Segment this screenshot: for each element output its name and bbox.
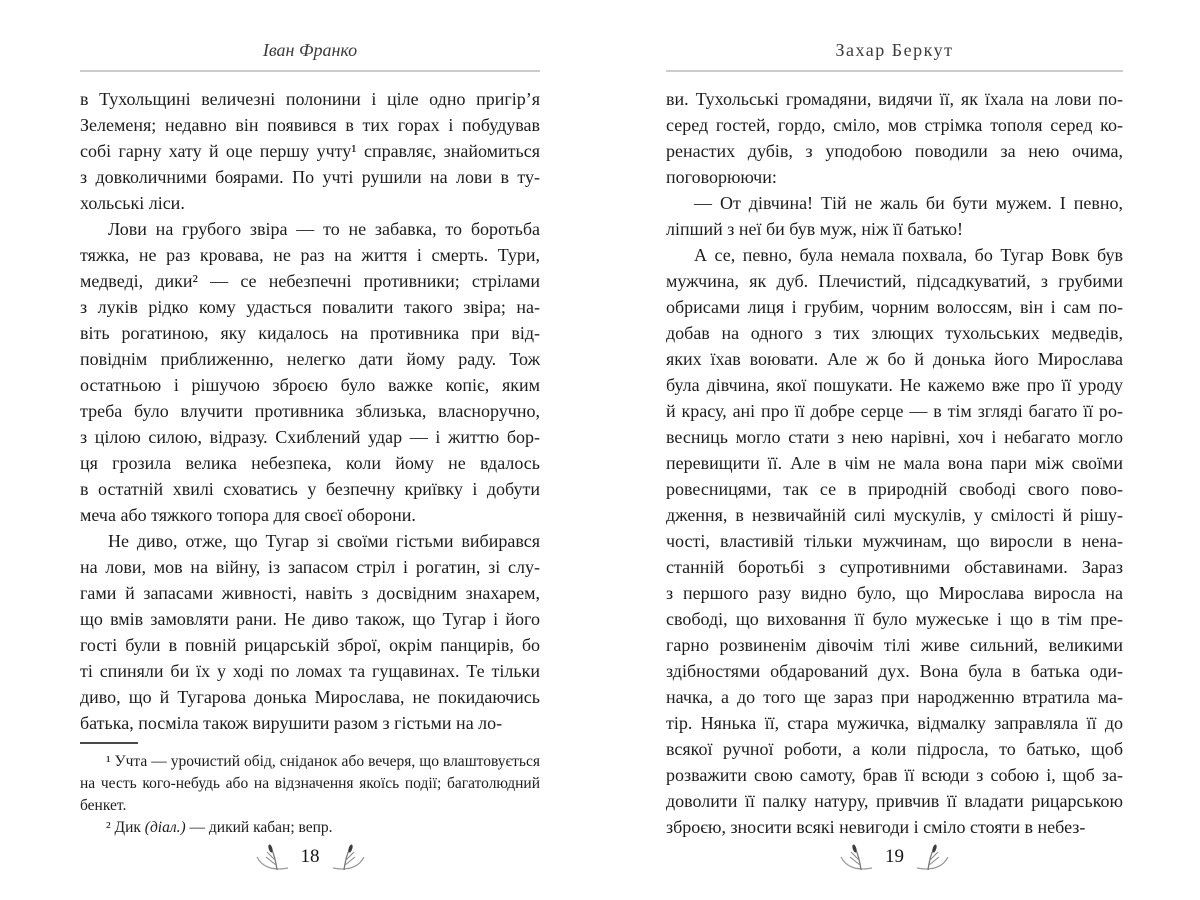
- text-line: була дівчина, якої пошукати. Не кажемо вже про її уроду: [666, 375, 1123, 395]
- text-line: з довколичними боярами. По учті рушили на лови в ту-: [80, 167, 540, 187]
- text-line: Зелеменя; недавно він появився в тих горах і побудував: [80, 115, 540, 135]
- text-line: з цілою силою, відразу. Схиблений удар — і життю бор-: [80, 427, 540, 447]
- text-line: серед гостей, гордо, сміло, мов стрімка тополя серед ко-: [666, 115, 1123, 135]
- text-line: розважити свою самоту, брав її всюди з собою і, щоб за-: [666, 765, 1123, 785]
- text-line: обрисами лиця і грубим, чорним волоссям, він і сам по-: [666, 297, 1123, 317]
- footnote-separator-rule: [80, 742, 138, 744]
- text-line: станній боротьбі з супротивними обставинами. Зараз: [666, 557, 1123, 577]
- header-rule: [666, 70, 1123, 72]
- text-line: на честь кого-небудь або на відзначення якоїсь події; багатолюдний: [80, 775, 540, 792]
- text-line: з луків рідко кому удасться повалити такого звіра; на-: [80, 297, 540, 317]
- page-number: 18: [300, 846, 320, 867]
- text-line: треба було влучити противника зблизька, власноручно,: [80, 401, 540, 421]
- text-line: остатньою і рішучою зброєю було важке копіє, яким: [80, 375, 540, 395]
- text-line: в Тухольщині величезні полонини і ціле одно пригір’я: [80, 89, 540, 109]
- page-right: [666, 0, 1123, 900]
- text-line: й красу, ані про її добре серце — в тім згляді багато її ро-: [666, 401, 1123, 421]
- text-line: гами й запасами живності, навіть з досвідним знахарем,: [80, 583, 540, 603]
- text-line: на лови, мов на війну, із запасом стріл і рогатин, зі слу-: [80, 557, 540, 577]
- text-line: дження, в незвичайній силі мускулів, у смілості й рішу-: [666, 505, 1123, 525]
- page-body-text: [80, 86, 540, 736]
- footnote-2-marker-text: ² Дик: [106, 819, 145, 836]
- text-line: віть рогатиною, яку кидалось на противника при від-: [80, 323, 540, 343]
- text-line: всякої ручної роботи, а коли підросла, то батько, щоб: [666, 739, 1123, 759]
- text-line: свободі, що виховання її було мужеське і що в тім пре-: [666, 609, 1123, 629]
- laurel-sprig-left-icon: [839, 844, 875, 874]
- text-line: мужчина, як дуб. Плечистий, підсадкуватий, з грубими: [666, 271, 1123, 291]
- text-line: тір. Нянька її, стара мужичка, відмалку заправляла її до: [666, 713, 1123, 733]
- text-line: що вмів замовляти рани. Не диво також, що Тугар і його: [80, 609, 540, 629]
- text-line: ті спиняли би їх у ході по ломах та гущавинах. Те тільки: [80, 661, 540, 681]
- text-line: Лови на грубого звіра — то не забавка, то боротьба: [108, 219, 540, 239]
- text-line: гості були в повній рицарській зброї, окрім панцирів, бо: [80, 635, 540, 655]
- text-line: ¹ Учта — урочистий обід, сніданок або вечеря, що влаштовується: [106, 753, 540, 770]
- text-line: яких їхав воювати. Але ж бо й донька його Мирослава: [666, 349, 1123, 369]
- text-line: ви. Тухольські громадяни, видячи її, як їхала на лови по-: [666, 89, 1123, 109]
- running-head-author: Іван Франко: [262, 40, 358, 60]
- text-line: батька, посміла також вирушити разом з гістьми на ло-: [80, 713, 503, 733]
- text-line: тяжка, не раз кровава, не раз на життя і смерть. Тури,: [80, 245, 540, 265]
- text-line: здібностями обдарований дух. Вона була в батька оди-: [666, 661, 1123, 681]
- text-line: ровесницями, так се в природній свободі свого пово-: [666, 479, 1123, 499]
- text-line: зброєю, зносити всякі невигоди і сміло стояти в небез-: [666, 817, 1086, 837]
- header-rule: [80, 70, 540, 72]
- text-line: в остатній хвилі сховатись у безпечну криївку і добути: [80, 479, 540, 499]
- text-line: повіднім приближенню, нелегко дати йому раду. Тож: [80, 349, 540, 369]
- text-line: хольські ліси.: [80, 193, 185, 213]
- text-line: доволити її палку натуру, привчив її владати рицарською: [666, 791, 1123, 811]
- text-line: гарно розвиненім дівочім тілі живе сильний, великими: [666, 635, 1123, 655]
- text-line: начка, а до того ще зараз при народженню втратила ма-: [666, 687, 1123, 707]
- text-line: меча або тяжкого топора для своєї оборони.: [80, 505, 416, 525]
- text-line: ця грозила велика небезпека, коли йому не вдалось: [80, 453, 540, 473]
- text-line: ліпший з неї би був муж, ніж її батько!: [666, 219, 963, 239]
- text-line: А се, певно, була немала похвала, бо Тугар Вовк був: [694, 245, 1123, 265]
- text-line: диво, що й Тугарова донька Мирослава, не покидаючись: [80, 687, 540, 707]
- laurel-sprig-left-icon: [255, 844, 291, 874]
- text-line: поговорюючи:: [666, 167, 777, 187]
- page-left: [80, 0, 540, 900]
- laurel-sprig-right-icon: [330, 844, 366, 874]
- footnote-2-dialect-label: (діал.): [144, 819, 186, 836]
- text-line: ренастих дубів, з уподобою поводили за нею очима,: [666, 141, 1123, 161]
- text-line: добав на одного з тих злющих тухольських медведів,: [666, 323, 1123, 343]
- page-number-row-left: [80, 844, 540, 874]
- page-number-row-right: [666, 844, 1123, 874]
- page-body-text: [666, 86, 1123, 840]
- text-line: Не диво, отже, що Тугар зі своїми гістьми вибирався: [108, 531, 540, 551]
- footnote-2: [80, 817, 540, 839]
- running-head-book-title: Захар Беркут: [835, 40, 954, 60]
- text-line: медведі, дики² — се небезпечні противники; стрілами: [80, 271, 540, 291]
- text-line: чості, властивій тільки мужчинам, що виросли в нена-: [666, 531, 1123, 551]
- footnote-2-definition: — дикий кабан; вепр.: [185, 819, 333, 836]
- text-line: собі гарну хату й оце першу учту¹ справляє, знайомиться: [80, 141, 540, 161]
- page-number: 19: [885, 846, 904, 867]
- footnotes-section: [80, 742, 540, 839]
- text-line: з першого разу видно було, що Мирослава виросла на: [666, 583, 1123, 603]
- footnote-1: [80, 751, 540, 817]
- text-line: бенкет.: [80, 797, 127, 814]
- text-line: весниць могло стати з нею нарівні, хоч і небагато могло: [666, 427, 1123, 447]
- text-line: перевищити її. Але в чім не мала вона пари між своїми: [666, 453, 1123, 473]
- text-line: — От дівчина! Тій не жаль би бути мужем. І певно,: [694, 193, 1123, 213]
- laurel-sprig-right-icon: [914, 844, 950, 874]
